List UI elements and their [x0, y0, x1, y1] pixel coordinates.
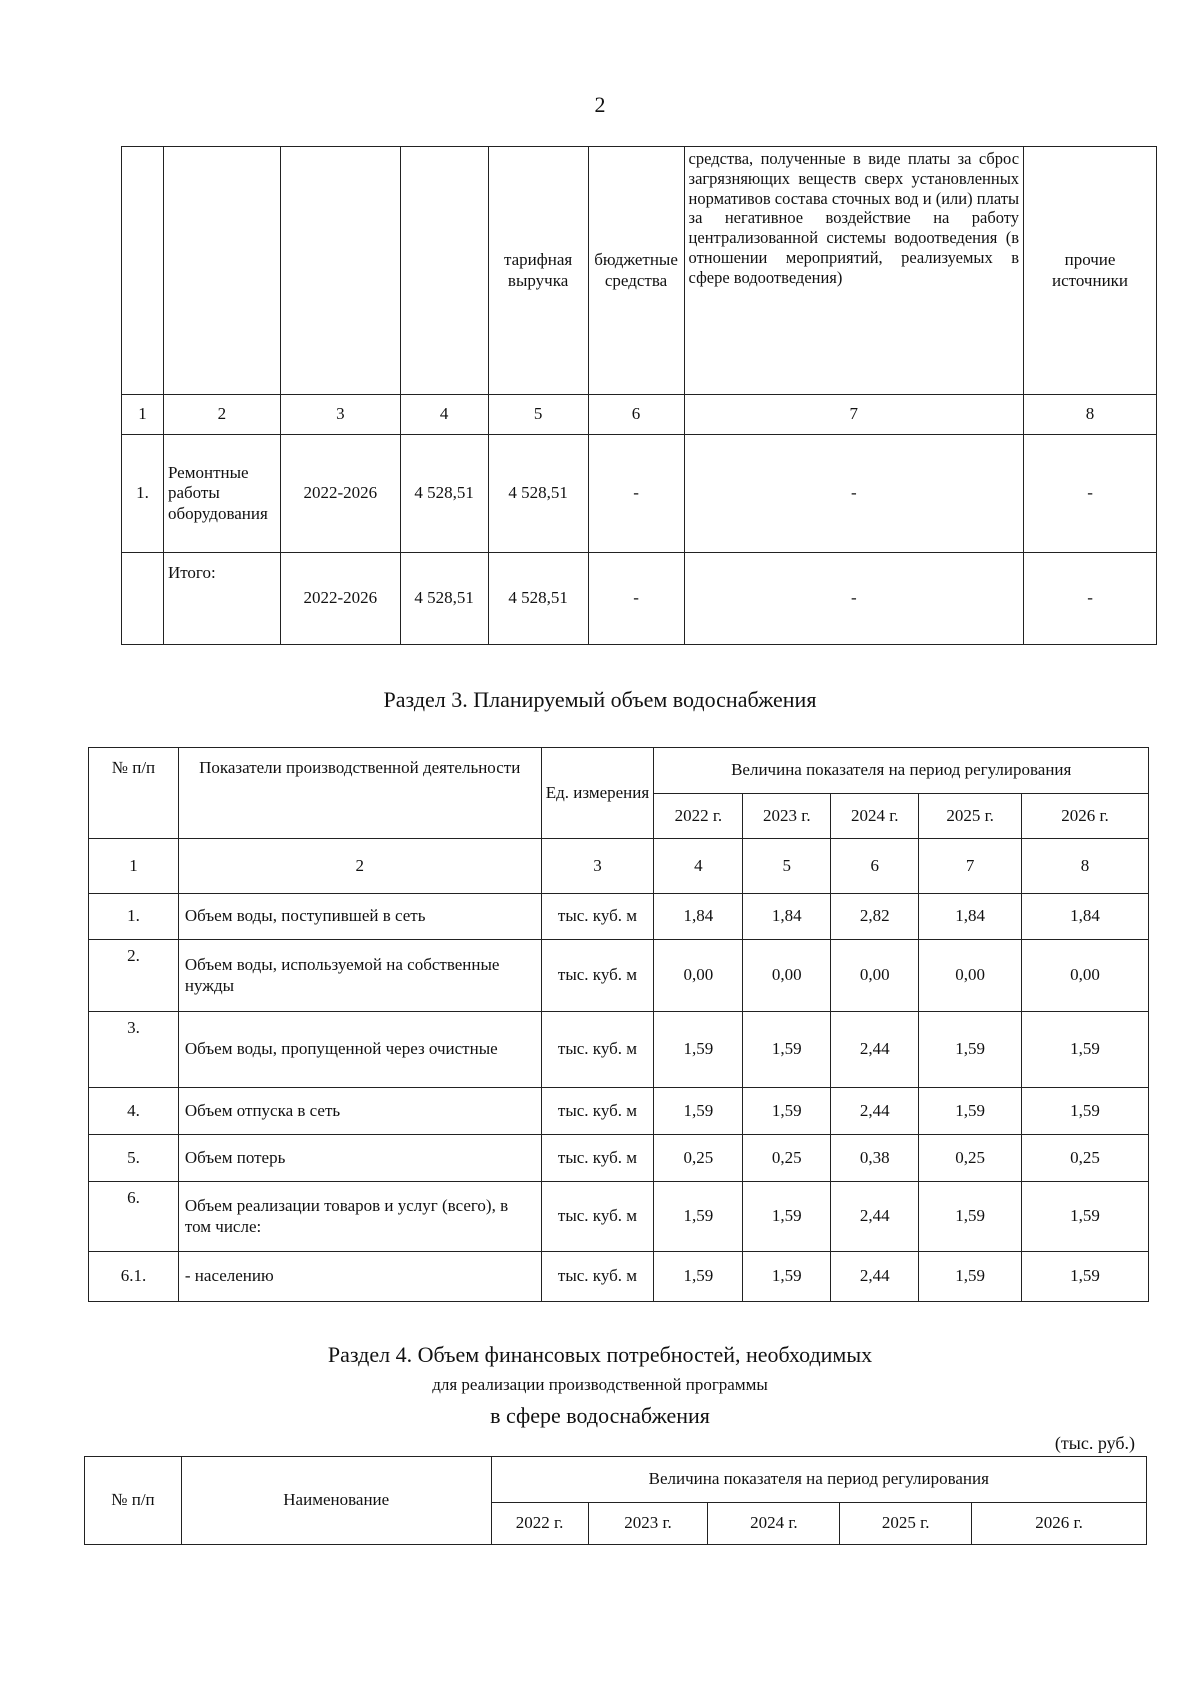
table-row	[89, 1088, 1149, 1135]
row-value: 1,59	[743, 1012, 831, 1088]
header-budget-funds: бюджетные средства	[588, 147, 684, 395]
financial-needs-table	[84, 1456, 1147, 1545]
column-number: 4	[654, 839, 743, 894]
row-number: 2.	[89, 940, 179, 1012]
row-name: Итого:	[163, 553, 280, 645]
column-number: 8	[1022, 839, 1149, 894]
row-value: 1,84	[1022, 894, 1149, 940]
header-year: 2025 г.	[840, 1503, 972, 1545]
row-value: 1,59	[1022, 1088, 1149, 1135]
section-4-subtitle-2: в сфере водоснабжения	[490, 1403, 710, 1428]
row-value: 1,84	[654, 894, 743, 940]
row-value: 0,00	[1022, 940, 1149, 1012]
column-number: 1	[89, 839, 179, 894]
row-number: 4.	[89, 1088, 179, 1135]
column-number: 6	[831, 839, 919, 894]
row-value: 1,59	[743, 1088, 831, 1135]
table-row	[89, 1252, 1149, 1302]
header-tariff-revenue: тарифная выручка	[488, 147, 588, 395]
row-value: 1,84	[743, 894, 831, 940]
row-value: 1,59	[743, 1252, 831, 1302]
row-unit: тыс. куб. м	[541, 1088, 654, 1135]
row-unit: тыс. куб. м	[541, 1182, 654, 1252]
row-period: 2022-2026	[280, 435, 400, 553]
row-value: 2,44	[831, 1252, 919, 1302]
row-tariff: 4 528,51	[488, 435, 588, 553]
table-row-total	[122, 553, 1157, 645]
column-number: 6	[588, 395, 684, 435]
row-value: 0,00	[831, 940, 919, 1012]
row-value: 1,59	[919, 1012, 1022, 1088]
water-supply-volume-table	[88, 747, 1149, 1302]
section-3-title: Раздел 3. Планируемый объем водоснабжения	[383, 687, 817, 712]
row-value: 1,59	[919, 1252, 1022, 1302]
header-year: 2024 г.	[708, 1503, 840, 1545]
row-other: -	[1024, 553, 1157, 645]
row-value: 1,59	[1022, 1012, 1149, 1088]
table-header-row	[89, 748, 1149, 794]
column-number: 5	[743, 839, 831, 894]
page-number: 2	[594, 92, 606, 117]
column-number: 3	[280, 395, 400, 435]
row-value: 0,25	[919, 1135, 1022, 1182]
row-name: Объем реализации товаров и услуг (всего), в том числе:	[178, 1182, 541, 1252]
row-name: Объем отпуска в сеть	[178, 1088, 541, 1135]
header-period-value: Величина показателя на период регулирования	[491, 1457, 1146, 1503]
header-pollution-fees: средства, полученные в виде платы за сброс загрязняющих веществ сверх установленных нормативов состава сточных вод и (или) платы за негативное воздействие на работу централизованной системы водоотведения (в отношении мероприятий, реализуемых в сфере водоотведения)	[684, 147, 1024, 395]
row-name: Объем воды, пропущенной через очистные	[178, 1012, 541, 1088]
column-number: 5	[488, 395, 588, 435]
column-numbers-row	[89, 839, 1149, 894]
table-header-row	[122, 147, 1157, 395]
row-value: 0,00	[919, 940, 1022, 1012]
row-number: 1.	[89, 894, 179, 940]
row-budget: -	[588, 553, 684, 645]
row-value: 1,59	[654, 1252, 743, 1302]
row-value: 0,00	[743, 940, 831, 1012]
row-number: 6.1.	[89, 1252, 179, 1302]
row-number: 5.	[89, 1135, 179, 1182]
table-row	[122, 435, 1157, 553]
section-4-subtitle: для реализации производственной программы	[432, 1375, 768, 1394]
row-unit: тыс. куб. м	[541, 1012, 654, 1088]
header-year: 2023 г.	[588, 1503, 708, 1545]
header-year: 2026 г.	[1022, 794, 1149, 839]
row-value: 0,38	[831, 1135, 919, 1182]
column-number: 4	[400, 395, 488, 435]
row-value: 2,44	[831, 1088, 919, 1135]
row-name: - населению	[178, 1252, 541, 1302]
row-value: 1,59	[654, 1088, 743, 1135]
row-value: 2,44	[831, 1182, 919, 1252]
row-budget: -	[588, 435, 684, 553]
row-value: 1,59	[1022, 1252, 1149, 1302]
row-period: 2022-2026	[280, 553, 400, 645]
header-indicator: Показатели производственной деятельности	[178, 748, 541, 839]
row-name: Объем воды, используемой на собственные нужды	[178, 940, 541, 1012]
row-value: 1,59	[654, 1012, 743, 1088]
row-number: 1.	[122, 435, 164, 553]
row-value: 0,25	[1022, 1135, 1149, 1182]
row-unit: тыс. куб. м	[541, 1135, 654, 1182]
row-value: 0,25	[654, 1135, 743, 1182]
column-number: 1	[122, 395, 164, 435]
row-unit: тыс. куб. м	[541, 940, 654, 1012]
column-number: 3	[541, 839, 654, 894]
column-number: 2	[178, 839, 541, 894]
row-value: 1,59	[654, 1182, 743, 1252]
row-value: 2,82	[831, 894, 919, 940]
financing-sources-table	[121, 146, 1157, 645]
header-year: 2023 г.	[743, 794, 831, 839]
table-row	[89, 1012, 1149, 1088]
row-fees: -	[684, 435, 1024, 553]
row-value: 1,59	[1022, 1182, 1149, 1252]
header-year: 2022 г.	[491, 1503, 588, 1545]
row-unit: тыс. куб. м	[541, 894, 654, 940]
row-number: 3.	[89, 1012, 179, 1088]
row-name: Объем воды, поступившей в сеть	[178, 894, 541, 940]
row-name: Объем потерь	[178, 1135, 541, 1182]
row-value: 1,59	[919, 1182, 1022, 1252]
row-tariff: 4 528,51	[488, 553, 588, 645]
row-number	[122, 553, 164, 645]
row-name: Ремонтные работы оборудования	[163, 435, 280, 553]
section-4-title: Раздел 4. Объем финансовых потребностей, необходимых	[327, 1342, 873, 1367]
header-name: Наименование	[181, 1457, 491, 1545]
column-numbers-row	[122, 395, 1157, 435]
row-value: 1,59	[743, 1182, 831, 1252]
header-unit: Ед. измерения	[541, 748, 654, 839]
row-unit: тыс. куб. м	[541, 1252, 654, 1302]
header-number: № п/п	[85, 1457, 182, 1545]
units-note: (тыс. руб.)	[1054, 1433, 1135, 1453]
row-value: 1,84	[919, 894, 1022, 940]
table-row	[89, 1182, 1149, 1252]
header-year: 2024 г.	[831, 794, 919, 839]
table-header-row	[85, 1457, 1147, 1503]
header-other-sources: прочие источники	[1024, 147, 1157, 395]
header-year: 2025 г.	[919, 794, 1022, 839]
row-value: 2,44	[831, 1012, 919, 1088]
column-number: 7	[919, 839, 1022, 894]
header-period-value: Величина показателя на период регулирования	[654, 748, 1149, 794]
row-other: -	[1024, 435, 1157, 553]
row-total: 4 528,51	[400, 553, 488, 645]
row-value: 1,59	[919, 1088, 1022, 1135]
row-number: 6.	[89, 1182, 179, 1252]
row-value: 0,25	[743, 1135, 831, 1182]
row-value: 0,00	[654, 940, 743, 1012]
table-row	[89, 894, 1149, 940]
table-row	[89, 940, 1149, 1012]
header-number: № п/п	[89, 748, 179, 839]
column-number: 2	[163, 395, 280, 435]
row-total: 4 528,51	[400, 435, 488, 553]
header-year: 2022 г.	[654, 794, 743, 839]
table-row	[89, 1135, 1149, 1182]
column-number: 8	[1024, 395, 1157, 435]
header-year: 2026 г.	[972, 1503, 1147, 1545]
column-number: 7	[684, 395, 1024, 435]
row-fees: -	[684, 553, 1024, 645]
